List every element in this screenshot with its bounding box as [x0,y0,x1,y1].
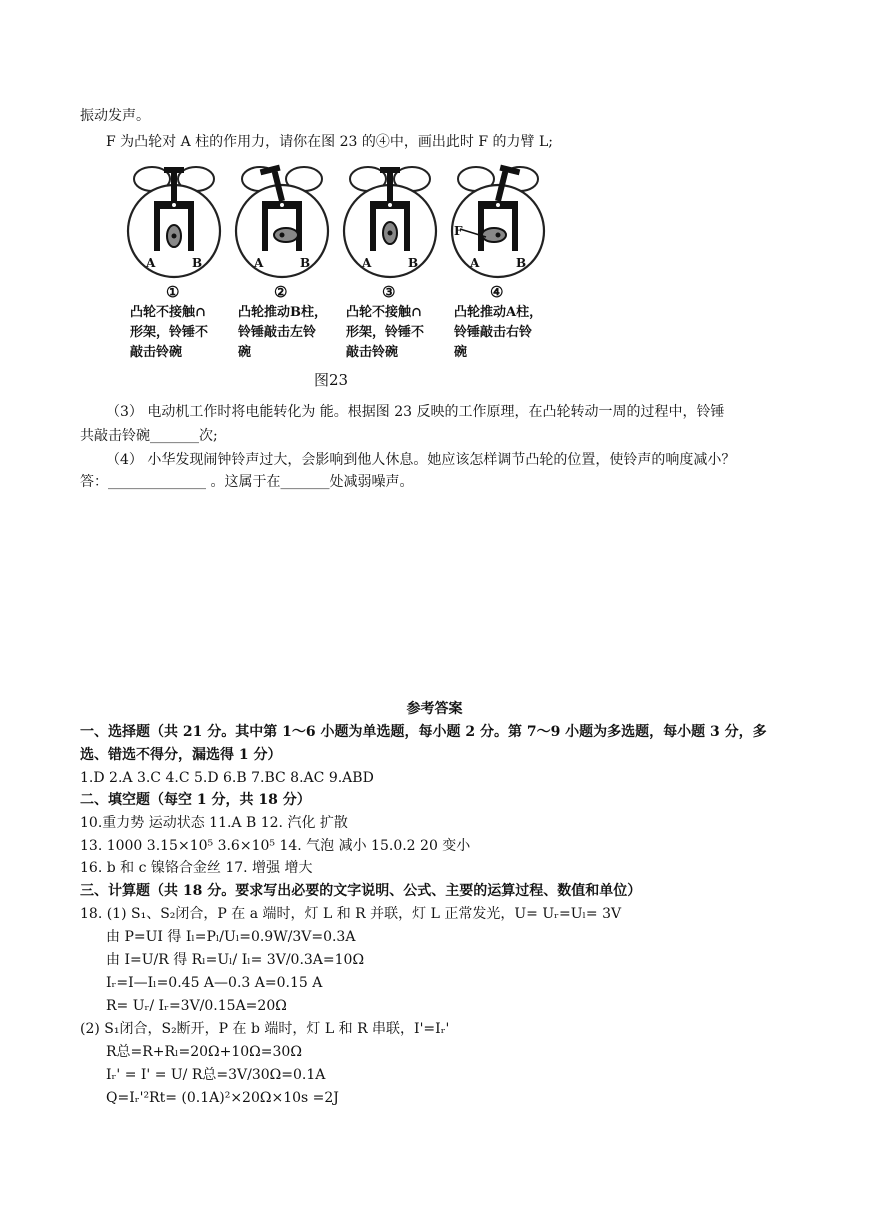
answers-fill-16: 16. b 和 c 镍铬合金丝 17. 增强 增大 [80,860,313,876]
calc-line-6: (2) S₁闭合，S₂断开，P 在 b 端时，灯 L 和 R 串联，I'=Iᵣ' [80,1021,450,1037]
answers-fill-13: 13. 1000 3.15×10⁵ 3.6×10⁵ 14. 气泡 减小 15.0.2 20 变小 [80,838,471,854]
panel-3-clock [344,167,436,277]
label-a-1: A [146,256,156,270]
panel-number-1: ① [166,283,180,301]
calc-line-4: Iᵣ=I—Iₗ=0.45 A—0.3 A=0.15 A [106,975,323,991]
calc-line-3: 由 I=U/R 得 Rₗ=Uₗ/ Iₗ= 3V/0.3A=10Ω [106,952,365,968]
panel-1-caption-2: 形架，铃锤不 [130,325,209,340]
label-b-1: B [192,256,203,270]
panel-2-caption-2: 铃锤敲击左铃 [238,325,317,340]
panel-number-2: ② [274,283,288,301]
calc-line-7: R总=R+Rₗ=20Ω+10Ω=30Ω [106,1044,302,1060]
panel-1-clock [128,167,220,277]
panel-4-clock [452,165,544,277]
label-b-2: B [300,256,311,270]
panel-4-caption-2: 铃锤敲击右铃 [454,325,533,340]
panel-4-caption-3: 碗 [454,345,468,360]
panel-3-caption-2: 形架，铃锤不 [346,325,425,340]
answers-fill-10: 10.重力势 运动状态 11.A B 12. 汽化 扩散 [80,815,348,831]
question-text-line-1: 振动发声。 [80,108,150,124]
panel-4-caption-1: 凸轮推动A柱， [454,305,543,320]
section-2-heading: 二、填空题（每空 1 分，共 18 分） [80,792,311,808]
panel-number-4: ④ [490,283,504,301]
panel-number-3: ③ [382,283,396,301]
panel-2-caption-3: 碗 [238,345,252,360]
calc-line-5: R= Uᵣ/ Iᵣ=3V/0.15A=20Ω [106,998,287,1014]
panel-2-clock [236,165,328,277]
figure-23 [110,163,550,393]
calc-line-2: 由 P=UI 得 Iₗ=Pₗ/Uₗ=0.9W/3V=0.3A [106,929,356,945]
calc-line-8: Iᵣ' = I' = U/ R总=3V/30Ω=0.1A [106,1067,326,1083]
panel-2-caption-1: 凸轮推动B柱， [238,305,327,320]
answers-choice: 1.D 2.A 3.C 4.C 5.D 6.B 7.BC 8.AC 9.ABD [80,770,374,786]
figure-title: 图23 [314,371,349,389]
question-3-line-2: 共敲击铃碗_______次; [80,428,218,444]
answers-title: 参考答案 [406,701,463,717]
panel-1-caption-1: 凸轮不接触∩ [130,305,206,320]
question-4-line-1: （4） 小华发现闹钟铃声过大，会影响到他人休息。她应该怎样调节凸轮的位置，使铃声的响度减小？ [106,452,736,468]
label-a-2: A [254,256,264,270]
label-b-3: B [408,256,419,270]
section-1-heading-line-1: 一、选择题（共 21 分。其中第 1～6 小题为单选题，每小题 2 分。第 7～9 小题为多选题，每小题 3 分，多 [80,724,767,740]
label-b-4: B [516,256,527,270]
calc-line-1: 18. (1) S₁、S₂闭合，P 在 a 端时，灯 L 和 R 并联，灯 L 正常发光，U= Uᵣ=Uₗ= 3V [80,906,622,922]
label-a-4: A [470,256,480,270]
panel-3-caption-1: 凸轮不接触∩ [346,305,422,320]
panel-1-caption-3: 敲击铃碗 [130,345,183,360]
question-text-line-2: F 为凸轮对 A 柱的作用力，请你在图 23 的④中，画出此时 F 的力臂 L; [106,134,553,150]
section-3-heading: 三、计算题（共 18 分。要求写出必要的文字说明、公式、主要的运算过程、数值和单位） [80,883,642,899]
label-force-f: F [454,224,463,238]
panel-3-caption-3: 敲击铃碗 [346,345,399,360]
question-3-line-1: （3） 电动机工作时将电能转化为 能。根据图 23 反映的工作原理，在凸轮转动一周的过程中，铃锤 [106,404,725,420]
section-1-heading-line-2: 选、错选不得分，漏选得 1 分） [80,747,282,763]
label-a-3: A [362,256,372,270]
calc-line-9: Q=Iᵣ'²Rt= (0.1A)²×20Ω×10s =2J [106,1090,339,1106]
question-4-line-2: 答：______________ 。这属于在_______处减弱噪声。 [80,474,414,490]
